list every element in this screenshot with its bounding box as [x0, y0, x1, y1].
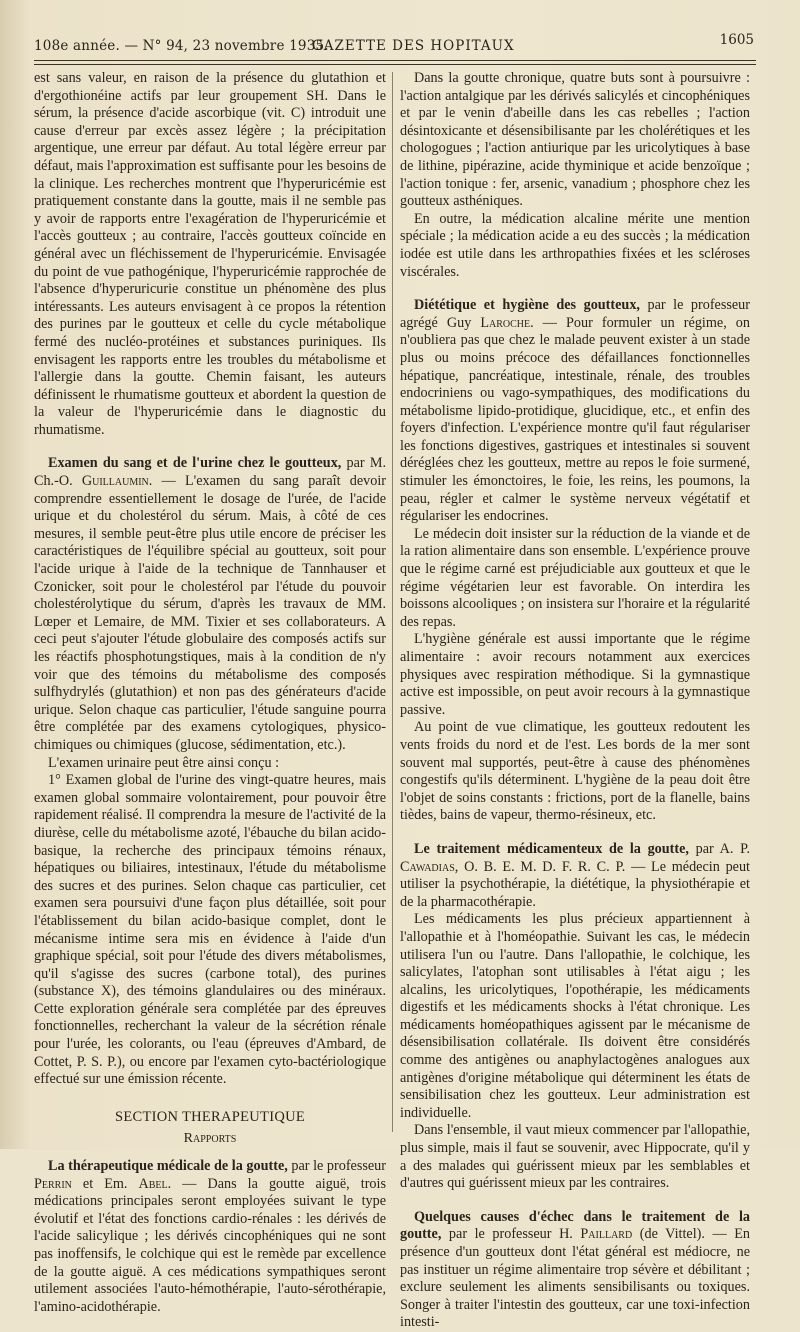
paragraph: En outre, la médication alcaline mérite une mention spéciale ; la médication acide a eu des succès ; la médication iodée est utile dans les arthropathies fixées et les scléroses viscérales.: [400, 210, 750, 280]
right-column: [400, 70, 750, 1332]
issue-info: 108e année. — N° 94, 23 novembre 1935.: [34, 38, 329, 54]
author-name: Laroche: [480, 314, 531, 331]
header-rule-thin: [34, 64, 756, 65]
article-examen-sang: Examen du sang et de l'urine chez le goutteux, par M. Ch.-O. Guillaumin. — L'examen du sang paraît devoir comprendre essentiellement le dosage de l'urée, de l'acide urique et du cholestérol du sérum. Mais, à côté de ces mesures, il semble peut-être plus utile encore de préciser les caractéristiques de l'équilibre spécial au goutteux, soit pour l'acide urique à l'aide de la technique de Tannhauser et Czonicker, soit pour le cholestérol par l'étude du pouvoir cholestérolytique du sérum, d'après les travaux de MM. Lœper et Lemaire, de MM. Tixier et ses collaborateurs. A ceci peut s'ajouter l'étude globulaire des composés actifs sur les réactifs phosphotungstiques, mais à la condition de n'y voir que des témoins du métabolisme des composés sulfhydrylés (glutathion) et non pas des générateurs d'acide urique. Selon chaque cas particulier, l'étude sanguine pourra être complétée par des examens cytologiques, physico-chimiques ou chimiques (glucose, sédimentation, etc.).: [34, 455, 386, 753]
column-divider: [392, 72, 393, 1132]
article-dietetique: Diététique et hygiène des goutteux, par le professeur agrégé Guy Laroche. — Pour formuler un régime, on n'oubliera pas que chez le malade peuvent exister à un stade plus ou moins précoce des défaillances fonctionnelles hépatique, pancréatique, intestinale, rénale, des troubles endocriniens ou vago-sympathiques, des modifications du métabolisme lipido-protidique, glucidique, etc., et enfin des foyers d'infection. L'expérience montre qu'il faut régulariser les fonctions digestives, gastriques et intestinales si souvent déréglées chez les goutteux, mettre au repos le foie surmené, stimuler les émonctoires, le foie, les reins, les poumons, la peau, régler et calmer le système nerveux végétatif et régulariser les endocrines.: [400, 297, 751, 525]
author-name: Abel: [138, 1175, 168, 1192]
paragraph: L'examen urinaire peut être ainsi conçu :: [48, 754, 280, 771]
author-name: Perrin: [34, 1175, 72, 1192]
journal-title: GAZETTE DES HOPITAUX: [312, 38, 515, 54]
article-heading: Examen du sang et de l'urine chez le goutteux,: [48, 455, 342, 472]
left-column: [34, 70, 386, 1316]
author-name: Guillaumin: [81, 473, 149, 490]
paragraph: L'hygiène générale est aussi importante que le régime alimentaire : avoir recours notamment aux exercices physiques avec respiration méthodique. Si la gymnastique active est impossible, on peut avoir recours à la gymnastique passive.: [400, 631, 750, 718]
paragraph: Dans la goutte chronique, quatre buts sont à poursuivre : l'action antalgique par les dérivés salicylés et cincophéniques et par le venin d'abeille dans les cas rebelles ; l'action désintoxicante et désensibilisante par les cholérétiques et les chologogues ; l'action antiurique par les uricolytiques à base de lithine, pipérazine, acide thyminique et acide benzoïque ; l'action tonique : fer, arsenic, vanadium ; phosphore chez les goutteux asthéniques.: [400, 70, 750, 210]
article-causes-echec: Quelques causes d'échec dans le traitement de la goutte, par le professeur H. Paillard (de Vittel). — En présence d'un goutteux dont l'état général est médiocre, ne pas instituer un régime alimentaire trop sévère et débilitant ; exclure seulement les aliments sensibilisants ou toxiques. Songer à traiter l'intestin des goutteux, car une toxi-infection intesti-: [400, 1208, 750, 1331]
article-therapeutique: La thérapeutique médicale de la goutte, par le professeur Perrin et Em. Abel. — Dans la goutte aiguë, trois médications principales seront employées suivant le type évolutif et l'état des fonctions cardio-rénales : les dérivés de l'acide salicylique ; les dérivés cincophéniques qui ne sont pas inoffensifs, le colchique qui est le remède par excellence de la goutte aiguë. A ces médications sympathiques seront utilement associées l'auto-hémothérapie, l'auto-sérothérapie, l'amino-acidothérapie.: [34, 1158, 387, 1315]
article-heading: Le traitement médicamenteux de la goutte,: [414, 840, 689, 857]
paragraph: Le médecin doit insister sur la réduction de la viande et de la ration alimentaire dans son ensemble. L'expérience prouve que le régime carné est préjudiciable aux goutteux et que le régime végétarien leur est favorable. On interdira les boissons alcooliques ; on insistera sur l'horaire et la régularité des repas.: [400, 525, 750, 630]
paragraph: 1° Examen global de l'urine des vingt-quatre heures, mais examen global sommaire volontairement, pour pouvoir être rapidement réalisé. Il comprendra la mesure de l'activité de la diurèse, celle du métabolisme azoté, l'ébauche du bilan acido-basique, la recherche des principaux témoins rénaux, hépatiques ou biliaires, intestinaux, l'étude du métabolisme des sucres et des purines. Selon chaque cas particulier, cet examen sera poursuivi d'une façon plus détaillée, soit pour l'établissement du bilan acido-basique complet, dont le mécanisme intime sera mis en évidence à l'aide d'un graphique spécial, soit pour l'étude des divers métabolismes, qu'il s'agisse des sucres (carbone total), des purines (substance X), des témoins glandulaires ou des minéraux. Cette exploration générale sera complétée par des épreuves fonctionnelles, recherchant la valeur de la sécrétion rénale pour l'urée, les colorants, ou l'eau (épreuves d'Ambard, de Cottet, P. S. P.), ou encore par l'examen cyto-bactériologique effectué sur une émission récente.: [34, 772, 386, 1088]
paragraph: est sans valeur, en raison de la présence du glutathion et d'ergothionéine actifs par leur groupement SH. Dans le sérum, la présence d'acide ascorbique (vit. C) introduit une cause d'erreur par excès assez légère ; la précipitation argentique, une erreur par défaut. Au total légère erreur par défaut, mais l'approximation est suffisante pour les besoins de la clinique. Les recherches montrent que l'hyperuricémie est pratiquement constante dans la goutte, mais il ne semble pas y avoir de rapports entre l'exagération de l'hyperuricémie et l'accès goutteux ; au contraire, l'accès goutteux coïncide en général avec un fléchissement de l'hyperuricémie. Envisagée du point de vue pathogénique, l'hyperuricémie rapprochée de l'absence d'hyperuricurie constitue un phénomène des plus intéressants. Les auteurs envisagent à ce propos la rétention des purines par le goutteux et celle du cycle métabolique fermé des nucléo-protéines et substances puriniques. Ils envisagent les rapports entre les troubles du métabolisme et l'allergie dans la goutte. Chemin faisant, les auteurs définissent le rhumatisme goutteux et abordent la question de la valeur de l'hyperuricémie dans le diagnostic du rhumatisme.: [34, 70, 386, 438]
article-heading: La thérapeutique médicale de la goutte,: [48, 1158, 288, 1175]
paragraph: Au point de vue climatique, les goutteux redoutent les vents froids du nord et de l'est. Les bords de la mer sont souvent mal supportés, peut-être à cause des phénomènes congestifs qu'ils déterminent. L'hygiène de la peau doit être l'objet de soins constants : frictions, port de la flanelle, bains tièdes, bains de vapeur, thermo-résineux, etc.: [400, 719, 750, 824]
paragraph: Les médicaments les plus précieux appartiennent à l'allopathie et à l'homéopathie. Suivant les cas, le médecin utilisera l'un ou l'autre. Dans l'allopathie, le colchique, les salicylates, l'atophan sont utilisables à l'état aigu ; les alcalins, les uricolytiques, l'opothérapie, les médicaments digestifs et les médicaments shocks à l'état chronique. Les médicaments homéopathiques agissent par le mécanisme de désensibilisation collatérale. Ils doivent être considérés comme des antigènes ou anaphylactogènes analogues aux antigènes d'origine métabolique qui déterminent les états de sensibilisation chez les goutteux. Leur administration est individuelle.: [400, 911, 750, 1121]
header-rule: [34, 60, 756, 61]
author-name: Cawadias: [400, 858, 455, 875]
article-traitement: Le traitement médicamenteux de la goutte, par A. P. Cawadias, O. B. E. M. D. F. R. C. P. — Le médecin peut utiliser la psychothérapie, la diététique, la physiothérapie et de la pharmacothérapie.: [400, 840, 750, 910]
section-subtitle: Rapports: [183, 1131, 237, 1147]
author-name: Paillard: [580, 1226, 633, 1243]
running-header: [34, 28, 754, 58]
article-heading: Quelques causes d'échec dans le traitement de la goutte,: [400, 1208, 750, 1243]
section-title: SECTION THERAPEUTIQUE: [114, 1108, 306, 1125]
article-heading: Diététique et hygiène des goutteux,: [414, 297, 640, 314]
paragraph: Dans l'ensemble, il vaut mieux commencer par l'allopathie, plus simple, mais il faut se souvenir, avec Hippocrate, qu'il y a des malades qui guérissent mieux par les semblables et d'autres qui guérissent mieux par les contraires.: [400, 1122, 750, 1192]
page-number: 1605: [719, 32, 754, 48]
